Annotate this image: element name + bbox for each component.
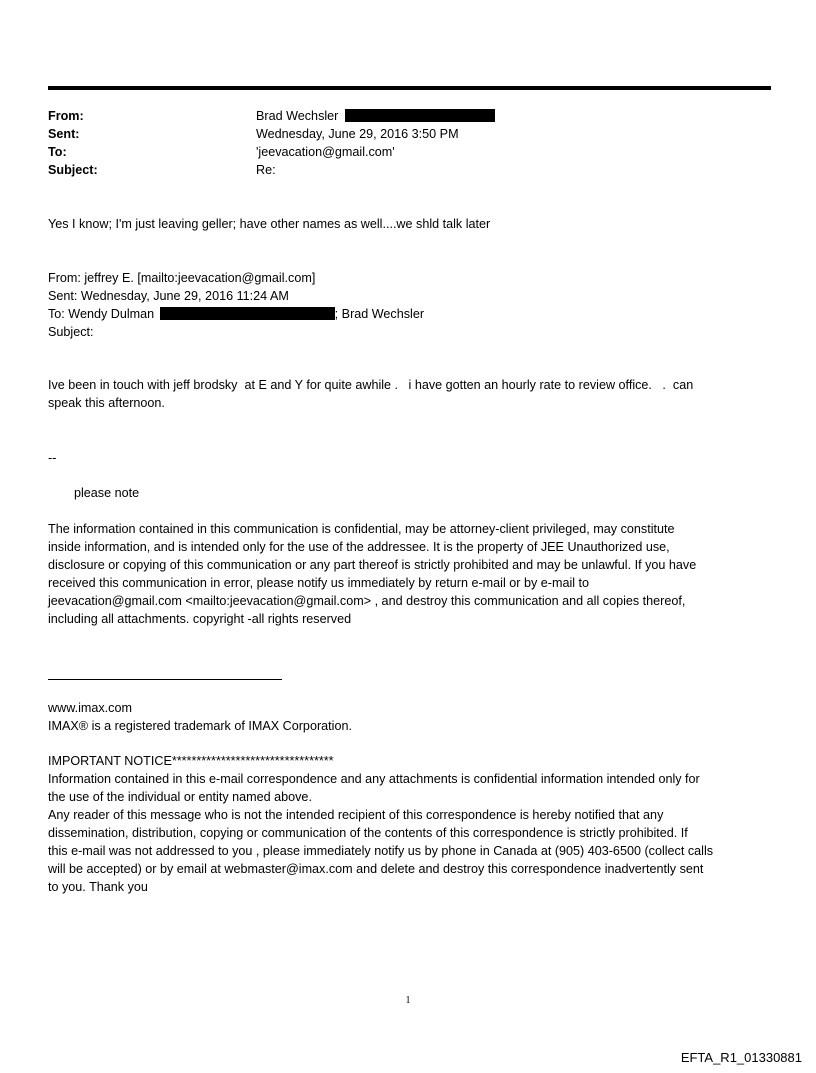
quoted-to-prefix: To: Wendy Dulman	[48, 307, 155, 321]
disclaimer-line: including all attachments. copyright -all rights reserved	[48, 612, 352, 626]
subject-label: Subject:	[48, 163, 98, 177]
notice-line: Any reader of this message who is not the intended recipient of this correspondence is hereby notified that any	[48, 808, 664, 822]
disclaimer-line: inside information, and is intended only for the use of the addressee. It is the property of JEE Unauthorized use,	[48, 540, 670, 554]
sent-label: Sent:	[48, 127, 80, 141]
notice-title: IMPORTANT NOTICE*********************************	[48, 754, 334, 768]
subject-value: Re:	[256, 163, 276, 177]
imax-info	[48, 699, 768, 735]
from-row	[48, 107, 748, 125]
disclaimer-line: The information contained in this communication is confidential, may be attorney-client privileged, may constitute	[48, 522, 675, 536]
email-header	[48, 107, 748, 179]
imax-trademark: IMAX® is a registered trademark of IMAX Corporation.	[48, 719, 352, 733]
disclaimer-line: disclosure or copying of this communication or any part thereof is strictly prohibited and may be unlawful. If you have	[48, 558, 697, 572]
from-name: Brad Wechsler	[256, 109, 339, 123]
to-row	[48, 143, 748, 161]
notice-line: the use of the individual or entity named above.	[48, 790, 312, 804]
disclaimer-line: jeevacation@gmail.com <mailto:jeevacation@gmail.com> , and destroy this communication and all copies thereof,	[48, 594, 686, 608]
to-label: To:	[48, 145, 67, 159]
sent-value: Wednesday, June 29, 2016 3:50 PM	[256, 127, 459, 141]
document-id: EFTA_R1_01330881	[680, 1050, 802, 1065]
imax-website[interactable]: www.imax.com	[48, 701, 132, 715]
from-value	[256, 107, 748, 125]
notice-line: dissemination, distribution, copying or communication of the contents of this correspondence is strictly prohibited. If	[48, 826, 688, 840]
jee-disclaimer	[48, 520, 768, 628]
quoted-subject: Subject:	[48, 325, 94, 339]
page-number: 1	[405, 995, 411, 1006]
signature-divider	[48, 679, 282, 680]
quoted-to	[48, 305, 768, 323]
header-rule	[48, 86, 771, 90]
redaction-box	[345, 109, 495, 122]
quoted-sent: Sent: Wednesday, June 29, 2016 11:24 AM	[48, 289, 289, 303]
quoted-body-line: Ive been in touch with jeff brodsky at E and Y for quite awhile . i have gotten an hourly rate to review office. . can	[48, 378, 694, 392]
disclaimer-line: received this communication in error, please notify us immediately by return e-mail or by e-mail to	[48, 576, 590, 590]
to-value: 'jeevacation@gmail.com'	[256, 145, 395, 159]
notice-line: to you. Thank you	[48, 880, 148, 894]
quoted-from: From: jeffrey E. [mailto:jeevacation@gmail.com]	[48, 271, 316, 285]
sent-row	[48, 125, 748, 143]
quoted-header	[48, 269, 768, 341]
notice-line: Information contained in this e-mail correspondence and any attachments is confidential information intended only for	[48, 772, 700, 786]
from-label: From:	[48, 109, 84, 123]
please-note: please note	[74, 486, 140, 500]
quoted-body	[48, 376, 768, 412]
reply-body: Yes I know; I'm just leaving geller; have other names as well....we shld talk later	[48, 217, 491, 231]
notice-line: this e-mail was not addressed to you , please immediately notify us by phone in Canada at (905) 403-6500 (collect calls	[48, 844, 714, 858]
redaction-box	[160, 307, 335, 320]
quoted-body-line: speak this afternoon.	[48, 396, 165, 410]
notice-line: will be accepted) or by email at webmaster@imax.com and delete and destroy this correspondence inadvertently sent	[48, 862, 704, 876]
subject-row	[48, 161, 748, 179]
imax-notice	[48, 752, 768, 896]
signature-dash: --	[48, 451, 57, 465]
quoted-to-suffix: ; Brad Wechsler	[334, 307, 425, 321]
